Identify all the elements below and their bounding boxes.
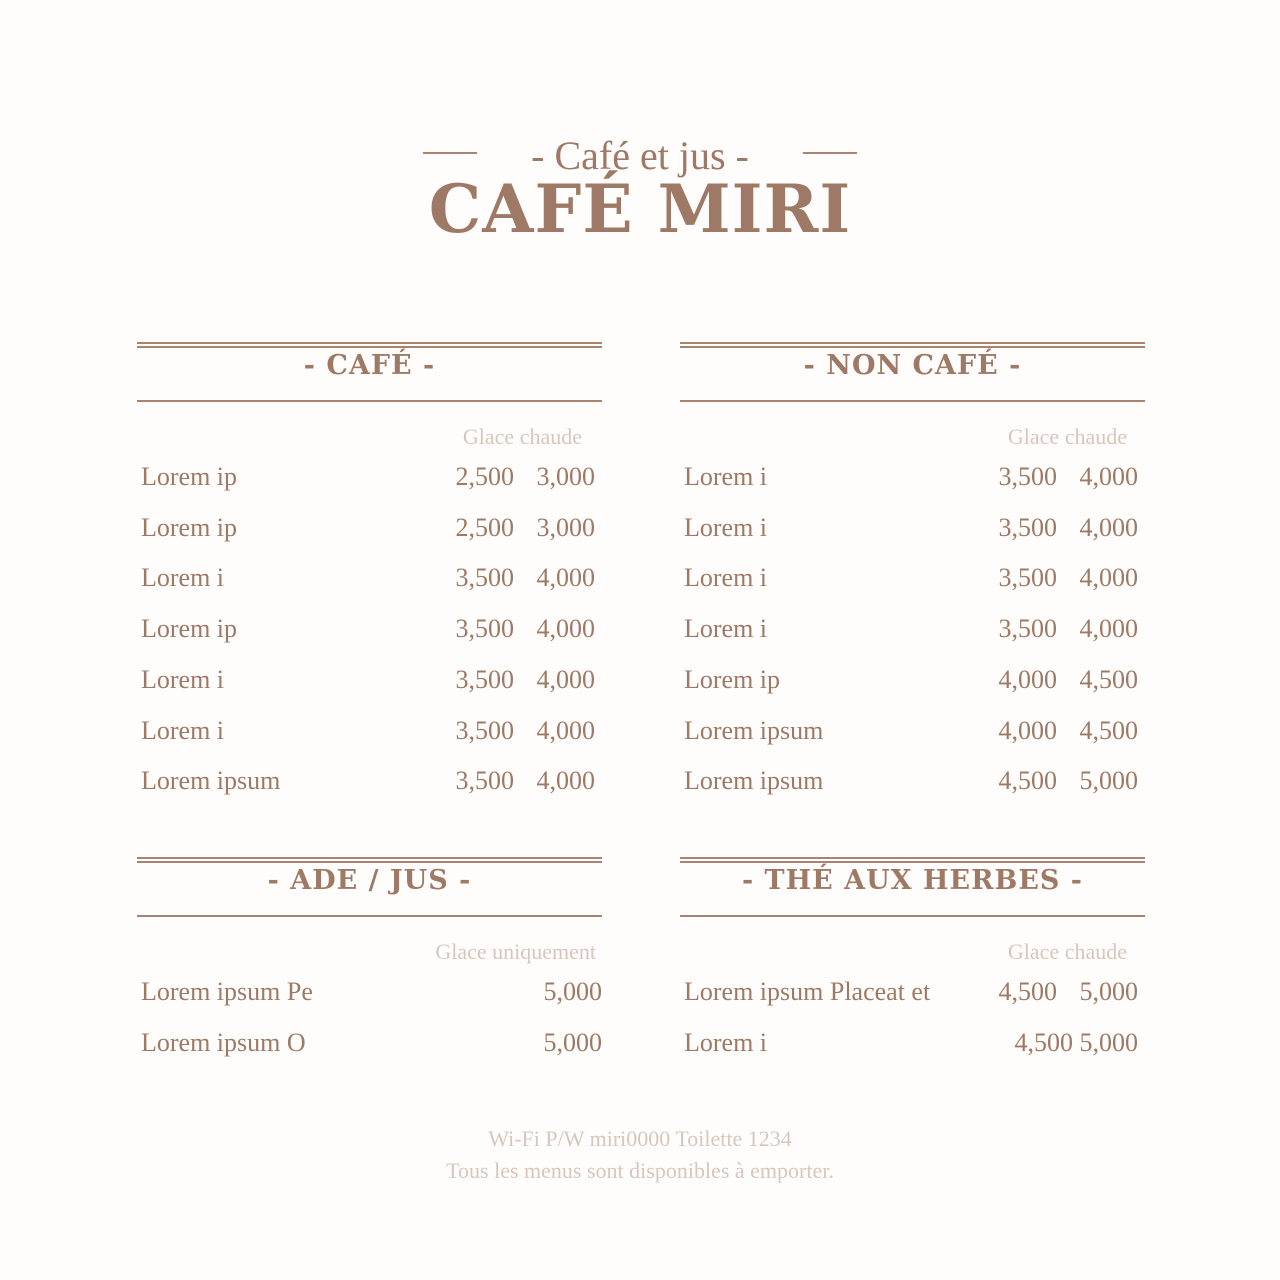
- menu-item: [684, 462, 1145, 496]
- item-name: Lorem i: [141, 664, 225, 694]
- item-price-ice: 4,500: [998, 766, 1057, 796]
- item-price-hot: 5,000: [1079, 977, 1138, 1006]
- item-price-ice: 3,500: [998, 462, 1057, 491]
- section-cafe: [137, 342, 602, 796]
- menu-item: [684, 614, 1145, 648]
- item-price-hot: 3,000: [536, 462, 595, 491]
- item-price: 5,000: [543, 1027, 602, 1057]
- item-price-hot: 4,500: [1079, 715, 1138, 745]
- item-name: Lorem i: [141, 715, 225, 745]
- item-price-ice: 3,500: [455, 715, 514, 745]
- footer-takeout: Tous les menus sont disponibles à emporter.: [446, 1158, 834, 1183]
- item-price-hot: 4,000: [1079, 614, 1138, 644]
- item-price: 5,000: [543, 977, 602, 1006]
- section-title: - ADE / JUS -: [267, 865, 472, 896]
- item-name: Lorem ipsum: [141, 766, 281, 796]
- item-price-ice: 4,500: [998, 977, 1057, 1006]
- item-price: 4,500 5,000: [1014, 1027, 1138, 1057]
- item-name: Lorem ipsum Placeat et: [684, 977, 931, 1006]
- divider: [680, 400, 1145, 402]
- divider: [137, 915, 602, 917]
- divider: [680, 342, 1145, 344]
- item-name: Lorem ip: [141, 614, 238, 644]
- divider: [680, 915, 1145, 917]
- menu-item: [141, 716, 602, 750]
- section-the-aux-herbes: [680, 857, 1145, 1087]
- item-name: Lorem i: [684, 563, 768, 593]
- column-label: Glace uniquement: [435, 939, 596, 964]
- divider: [137, 857, 602, 859]
- divider: [680, 857, 1145, 859]
- item-name: Lorem ip: [141, 512, 238, 542]
- item-price-ice: 3,500: [998, 563, 1057, 593]
- section-non-cafe: [680, 342, 1145, 796]
- item-price-ice: 3,500: [455, 766, 514, 796]
- item-price-ice: 2,500: [455, 462, 514, 491]
- menu-item: [684, 1028, 1145, 1062]
- item-name: Lorem ip: [684, 664, 781, 694]
- menu-item: [684, 665, 1145, 699]
- item-price-ice: 2,500: [455, 512, 514, 542]
- menu-item: [141, 614, 602, 648]
- item-price-ice: 3,500: [455, 563, 514, 593]
- item-name: Lorem ipsum Pe: [141, 977, 313, 1006]
- menu-item: [141, 1028, 602, 1062]
- item-price-ice: 4,000: [998, 664, 1057, 694]
- menu-item: [684, 563, 1145, 597]
- item-price-ice: 4,000: [998, 715, 1057, 745]
- item-price-hot: 4,000: [536, 715, 595, 745]
- item-price-hot: 4,000: [1079, 563, 1138, 593]
- item-name: Lorem i: [684, 614, 768, 644]
- item-price-hot: 4,000: [536, 664, 595, 694]
- menu-subtitle: - Café et jus -: [531, 133, 749, 178]
- column-label: Glace chaude: [1007, 939, 1127, 964]
- item-name: Lorem i: [684, 512, 768, 542]
- column-label: Glace chaude: [1007, 424, 1127, 449]
- divider: [137, 346, 602, 348]
- menu-item: [141, 513, 602, 547]
- section-title: - THÉ AUX HERBES -: [741, 865, 1084, 896]
- menu-item: [141, 665, 602, 699]
- item-price-hot: 4,000: [536, 766, 595, 796]
- item-price-ice: 3,500: [455, 664, 514, 694]
- item-name: Lorem ipsum O: [141, 1027, 306, 1057]
- item-price-ice: 3,500: [998, 512, 1057, 542]
- item-name: Lorem ipsum: [684, 766, 824, 796]
- item-price-hot: 4,500: [1079, 664, 1138, 694]
- menu-item: [684, 977, 1145, 1011]
- menu-title: CAFÉ MIRI: [428, 170, 852, 248]
- column-label: Glace chaude: [462, 424, 582, 449]
- menu-item: [141, 462, 602, 496]
- item-name: Lorem i: [684, 1027, 768, 1057]
- section-ade-jus: [137, 857, 602, 1087]
- divider: [137, 400, 602, 402]
- item-price-ice: 3,500: [455, 614, 514, 644]
- item-price-hot: 4,000: [1079, 462, 1138, 491]
- item-price-hot: 4,000: [536, 614, 595, 644]
- divider: [137, 861, 602, 863]
- divider: [137, 342, 602, 344]
- footer-wifi: Wi-Fi P/W miri0000 Toilette 1234: [488, 1126, 792, 1151]
- item-price-hot: 4,000: [536, 563, 595, 593]
- menu-item: [684, 716, 1145, 750]
- item-price-hot: 5,000: [1079, 766, 1138, 796]
- item-price-hot: 3,000: [536, 512, 595, 542]
- menu-item: [141, 766, 602, 800]
- section-title: - NON CAFÉ -: [803, 350, 1022, 381]
- item-name: Lorem ip: [141, 462, 238, 491]
- item-name: Lorem i: [684, 462, 768, 491]
- item-price-ice: 3,500: [998, 614, 1057, 644]
- item-price-hot: 4,000: [1079, 512, 1138, 542]
- menu-item: [141, 977, 602, 1011]
- menu-item: [141, 563, 602, 597]
- divider: [680, 346, 1145, 348]
- divider: [680, 861, 1145, 863]
- item-name: Lorem i: [141, 563, 225, 593]
- section-title: - CAFÉ -: [303, 350, 436, 381]
- menu-item: [684, 513, 1145, 547]
- item-name: Lorem ipsum: [684, 715, 824, 745]
- menu-item: [684, 766, 1145, 800]
